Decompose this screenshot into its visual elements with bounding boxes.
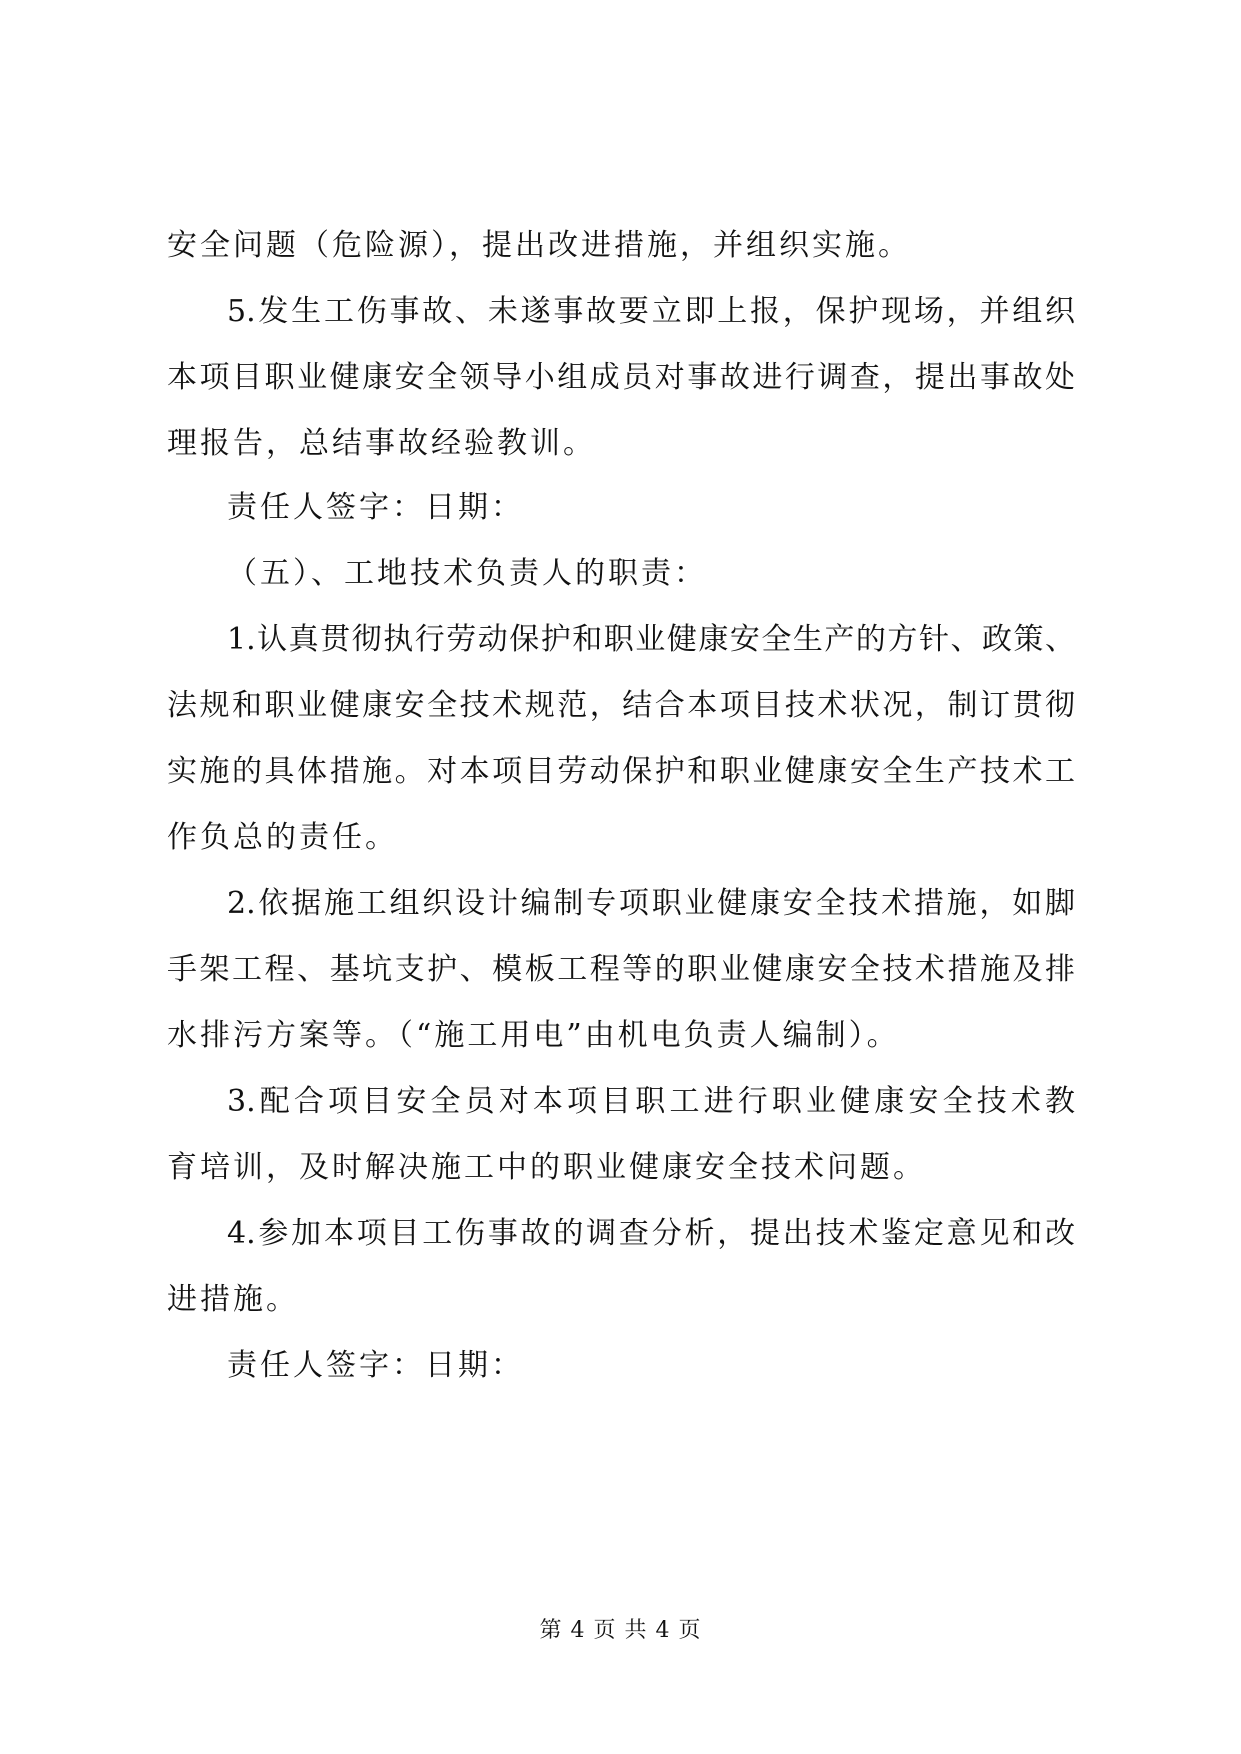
body-line: 进措施。: [167, 1282, 299, 1317]
body-line: 水排污方案等。（“施工用电”由机电负责人编制）。: [167, 1018, 900, 1053]
body-line: 4.参加本项目工伤事故的调查分析，提出技术鉴定意见和改: [227, 1216, 1075, 1251]
body-line: 法规和职业健康安全技术规范，结合本项目技术状况，制订贯彻: [167, 688, 1075, 723]
body-line: 育培训，及时解决施工中的职业健康安全技术问题。: [167, 1150, 926, 1185]
body-line: 实施的具体措施。对本项目劳动保护和职业健康安全生产技术工: [167, 754, 1075, 789]
body-line: 作负总的责任。: [167, 820, 398, 855]
body-line: 本项目职业健康安全领导小组成员对事故进行调查，提出事故处: [167, 360, 1075, 395]
body-line: 手架工程、基坑支护、模板工程等的职业健康安全技术措施及排: [167, 952, 1075, 987]
body-line: 1.认真贯彻执行劳动保护和职业健康安全生产的方针、政策、: [227, 622, 1075, 657]
signature-line: 责任人签字：日期：: [227, 490, 524, 525]
page-number-footer: 第 4 页 共 4 页: [539, 1618, 702, 1643]
body-line: 5.发生工伤事故、未遂事故要立即上报，保护现场，并组织: [227, 294, 1075, 329]
body-line: 3.配合项目安全员对本项目职工进行职业健康安全技术教: [227, 1084, 1075, 1119]
section-heading: （五）、工地技术负责人的职责：: [227, 556, 707, 591]
body-line: 理报告，总结事故经验教训。: [167, 426, 596, 461]
signature-line: 责任人签字：日期：: [227, 1348, 524, 1383]
body-line: 2.依据施工组织设计编制专项职业健康安全技术措施，如脚: [227, 886, 1075, 921]
body-line: 安全问题（危险源），提出改进措施，并组织实施。: [167, 228, 911, 263]
